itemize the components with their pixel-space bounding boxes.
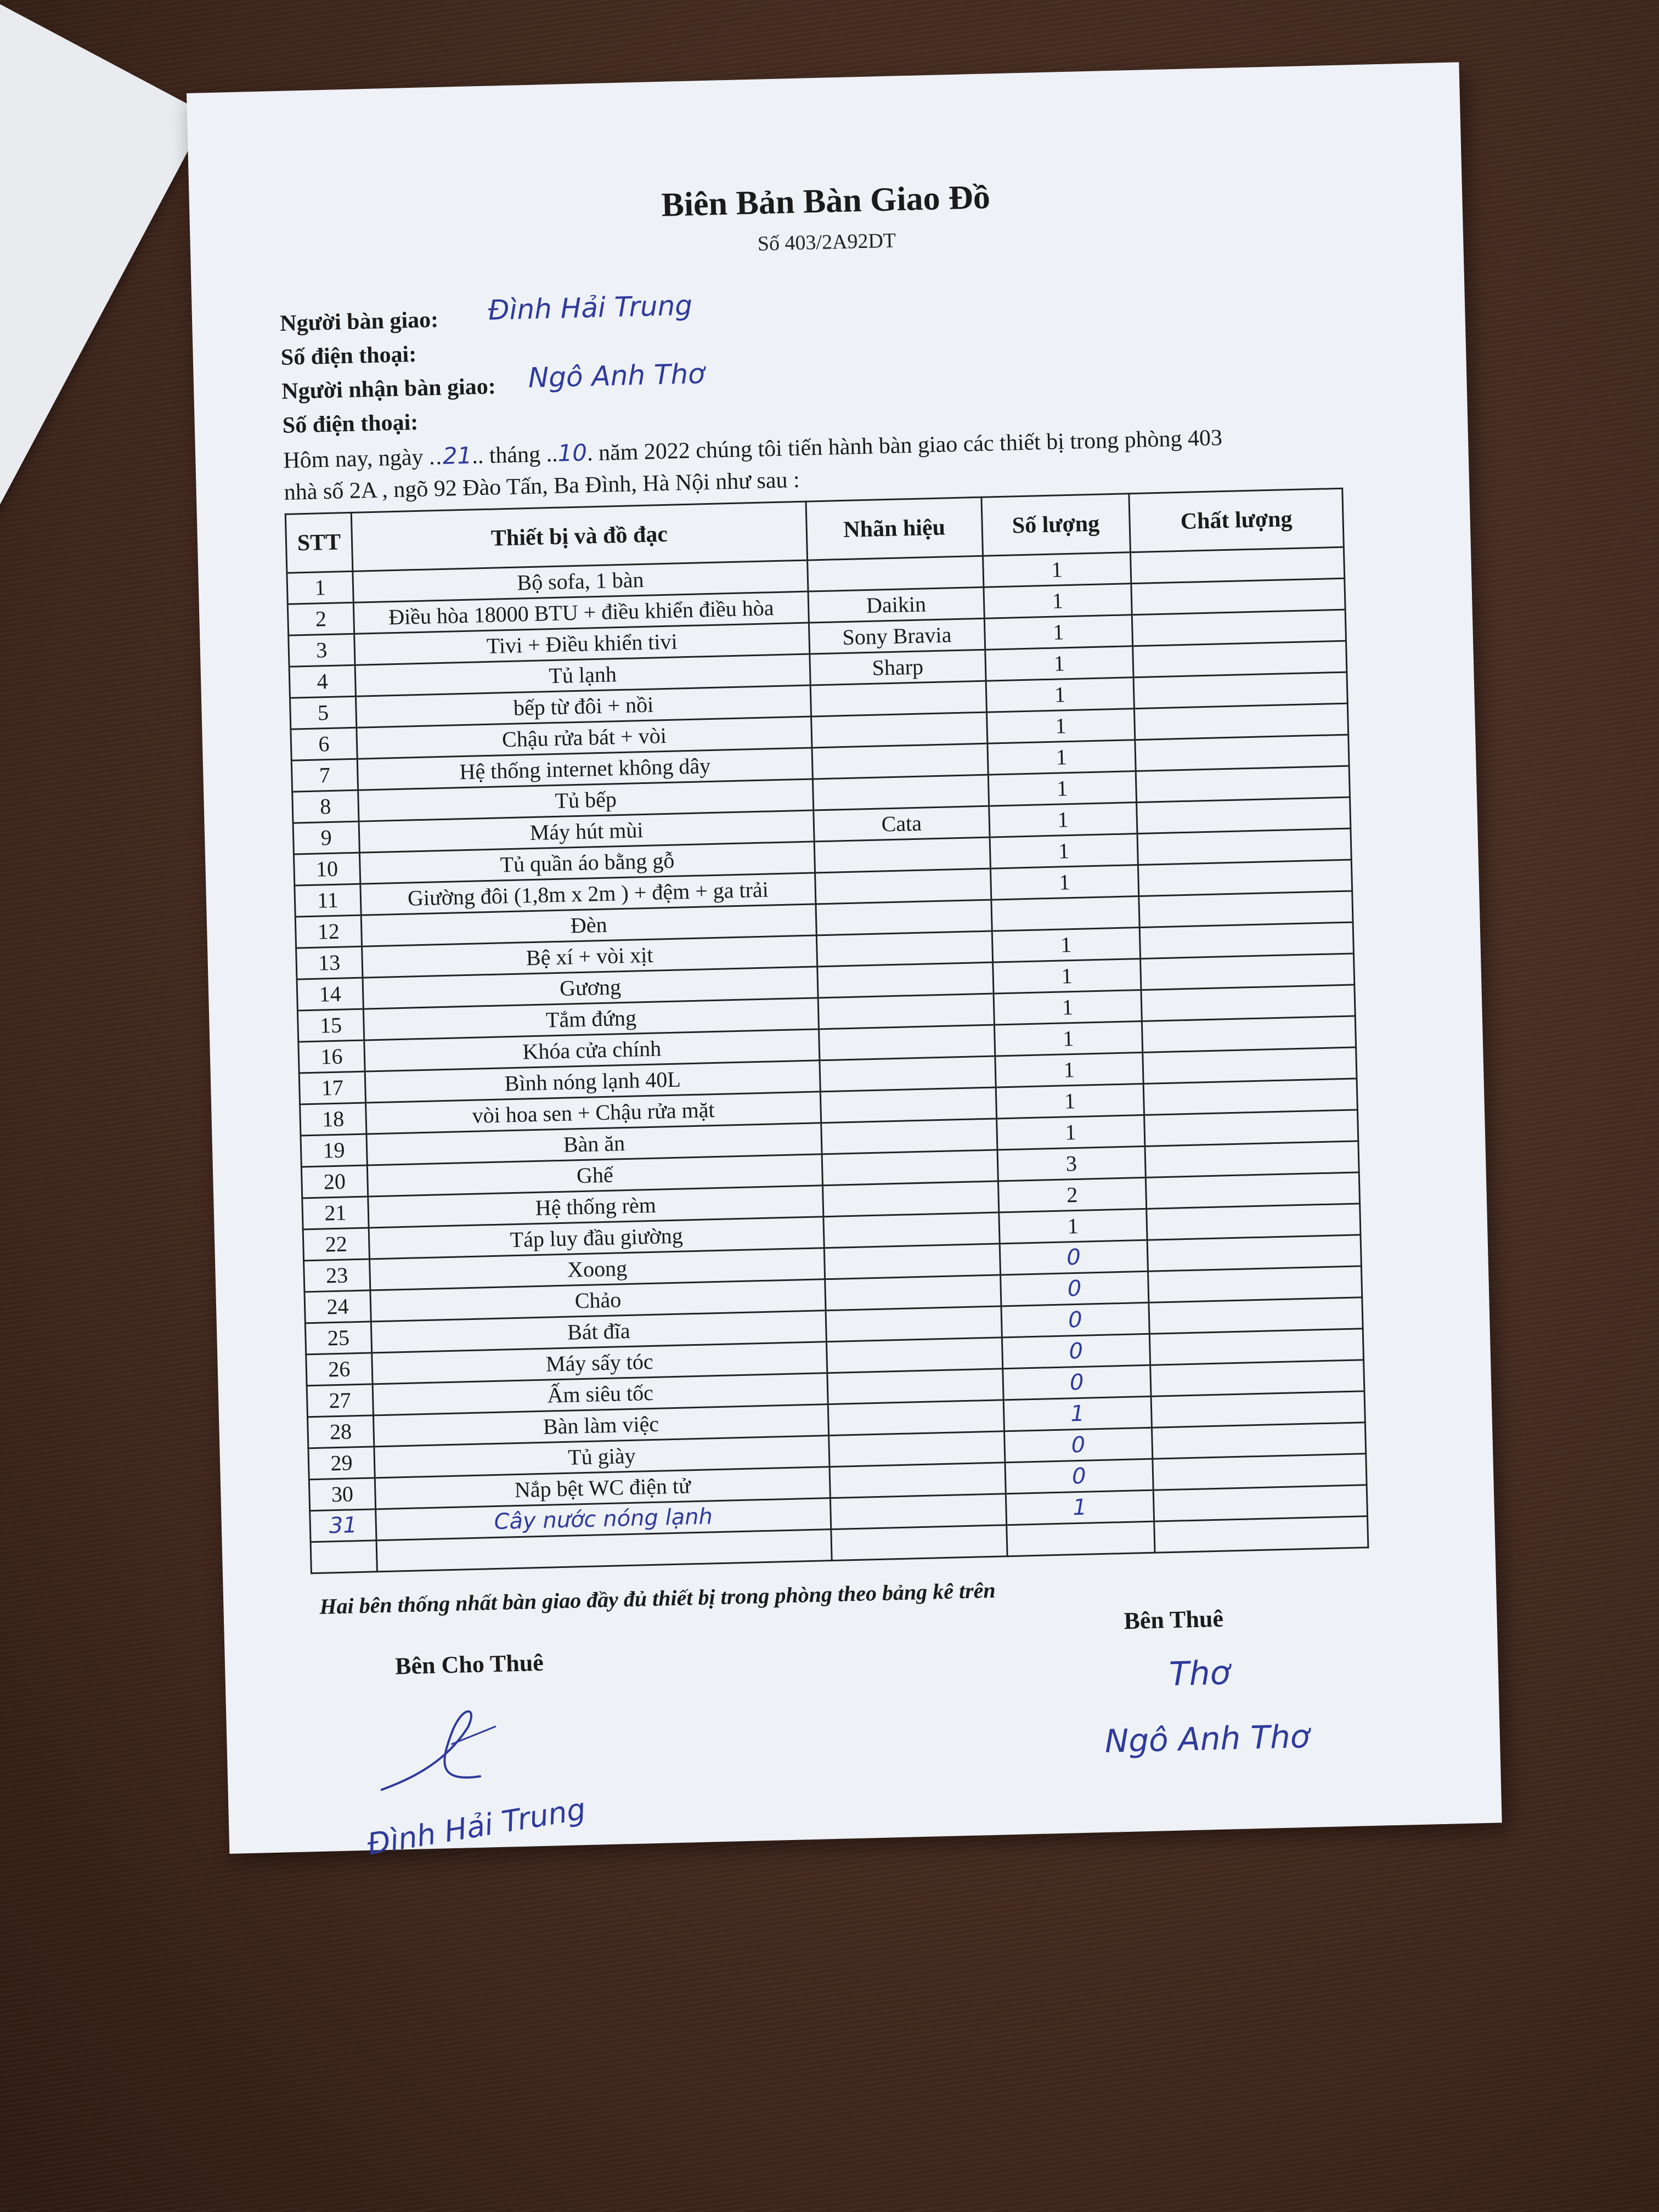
cell-brand: [817, 962, 994, 998]
cell-quantity: 1: [984, 615, 1133, 650]
cell-brand: [810, 681, 986, 716]
cell-quantity: 1: [990, 865, 1139, 900]
cell-stt: 25: [305, 1322, 371, 1355]
cell-brand: [820, 1056, 996, 1092]
cell-stt: 12: [295, 915, 362, 948]
cell-stt: 8: [292, 790, 359, 823]
cell-brand: [831, 1525, 1007, 1561]
lessor-label: Bên Cho Thuê: [394, 1649, 544, 1680]
cell-quantity: 1: [989, 803, 1137, 838]
cell-brand: [823, 1212, 1000, 1248]
cell-brand: Sony Bravia: [809, 618, 985, 654]
lessee-label: Bên Thuê: [1123, 1605, 1224, 1635]
cell-quality: [1153, 1454, 1367, 1490]
cell-item: vòi hoa sen + Chậu rửa mặt: [365, 1092, 821, 1134]
cell-quantity: 1: [994, 1021, 1143, 1056]
cell-stt: 7: [291, 759, 358, 792]
cell-item: Xoong: [369, 1248, 825, 1290]
intro-month: 10: [557, 439, 588, 467]
header-quality: Chất lượng: [1129, 488, 1344, 552]
cell-item: Nắp bệt WC điện tử: [375, 1467, 830, 1509]
intro-line-1: Hôm nay, ngày ..21.. tháng ..10. năm 2022 chúng tôi tiến hành bàn giao các thiết bị trong phòng 403: [283, 425, 1223, 473]
cell-quality: [1143, 1047, 1357, 1084]
cell-quality: [1139, 891, 1353, 927]
document-number: Số 403/2A92DT: [757, 229, 896, 256]
cell-item: Ghế: [367, 1154, 822, 1197]
cell-stt: 16: [298, 1040, 365, 1073]
cell-stt: 5: [290, 696, 356, 729]
cell-quantity: 1: [992, 928, 1141, 963]
cell-quality: [1151, 1391, 1365, 1427]
cell-stt: 21: [302, 1197, 369, 1229]
cell-stt: 11: [295, 884, 361, 917]
cell-item: Cây nước nóng lạnh: [376, 1498, 831, 1541]
cell-quality: [1148, 1266, 1362, 1302]
cell-quality: [1131, 578, 1345, 614]
cell-item: Đèn: [361, 904, 816, 946]
cell-quantity: 1: [990, 834, 1138, 869]
cell-brand: [812, 743, 988, 779]
cell-quantity: 1: [1003, 1396, 1152, 1431]
cell-item: Bát đĩa: [371, 1311, 826, 1353]
cell-quality: [1147, 1204, 1361, 1240]
cell-quantity: 1: [988, 771, 1137, 806]
cell-quality: [1146, 1172, 1359, 1209]
cell-quality: [1136, 766, 1350, 802]
cell-quantity: 1: [996, 1084, 1144, 1119]
cell-quality: [1149, 1297, 1363, 1334]
cell-stt: 3: [289, 634, 355, 667]
equipment-table: [285, 488, 1369, 1575]
header-item: Thiết bị và đồ đạc: [351, 501, 808, 571]
giver-phone-label: Số điện thoại:: [280, 341, 417, 370]
cell-stt: 23: [304, 1259, 370, 1292]
cell-quality: [1150, 1360, 1364, 1396]
lessee-signature-short: Thơ: [1169, 1654, 1231, 1694]
cell-quality: [1133, 641, 1347, 677]
cell-brand: [824, 1244, 1000, 1279]
cell-brand: [825, 1275, 1001, 1311]
receiver-phone-label: Số điện thoại:: [282, 409, 419, 438]
cell-brand: Daikin: [808, 587, 984, 623]
cell-item: Bàn làm việc: [373, 1404, 828, 1447]
cell-quantity: [1006, 1521, 1155, 1556]
cell-quality: [1137, 828, 1351, 865]
cell-quantity: 1: [987, 740, 1136, 775]
cell-stt: 4: [289, 665, 356, 698]
header-brand: Nhãn hiệu: [806, 497, 983, 560]
giver-label: Người bàn giao:: [279, 307, 439, 336]
intro-day: 21: [442, 442, 472, 470]
cell-quality: [1135, 735, 1349, 771]
cell-quality: [1153, 1485, 1367, 1521]
cell-quality: [1132, 610, 1346, 646]
lessor-signature-mark: [369, 1693, 514, 1806]
cell-item: Táp luy đầu giường: [369, 1217, 824, 1259]
cell-stt: 2: [287, 602, 354, 635]
cell-quantity: 1: [985, 646, 1133, 681]
intro-prefix: Hôm nay, ngày: [283, 444, 424, 473]
cell-stt: 28: [308, 1415, 374, 1448]
cell-quality: [1145, 1141, 1359, 1177]
cell-brand: [811, 712, 988, 748]
cell-item: Bàn ăn: [366, 1123, 822, 1165]
cell-item: bếp từ đôi + nồi: [356, 685, 811, 727]
intro-line-2: nhà số 2A , ngõ 92 Đào Tấn, Ba Đình, Hà Nội như sau :: [284, 467, 800, 505]
cell-brand: [831, 1494, 1007, 1530]
cell-stt: 22: [303, 1228, 369, 1261]
cell-stt: 31: [310, 1509, 376, 1542]
cell-quality: [1134, 703, 1348, 740]
handover-document: [187, 62, 1502, 1862]
cell-quality: [1141, 985, 1355, 1021]
cell-brand: [826, 1306, 1002, 1342]
cell-item: Máy hút mùi: [359, 810, 814, 853]
cell-quality: [1147, 1235, 1361, 1271]
header-stt: STT: [285, 512, 352, 573]
cell-quantity: 1: [995, 1052, 1143, 1087]
cell-brand: [828, 1400, 1004, 1436]
cell-item: Tủ giày: [374, 1436, 830, 1478]
cell-item: Gương: [363, 967, 818, 1009]
cell-quality: [1143, 1079, 1357, 1115]
cell-brand: [815, 868, 991, 904]
agreement-note: Hai bên thống nhất bàn giao đầy đủ thiết bị trong phòng theo bảng kê trên: [319, 1577, 996, 1619]
cell-brand: [816, 900, 992, 935]
cell-quality: [1154, 1516, 1368, 1553]
cell-brand: [814, 837, 990, 873]
receiver-label: Người nhận bàn giao:: [281, 374, 496, 404]
cell-item: Bộ sofa, 1 bàn: [353, 560, 808, 602]
cell-quantity: 3: [997, 1146, 1146, 1181]
cell-item: Tivi + Điều khiển tivi: [354, 623, 810, 665]
lessee-signature-name: Ngô Anh Thơ: [1104, 1717, 1311, 1760]
cell-quantity: 1: [998, 1209, 1147, 1244]
cell-stt: 1: [287, 571, 353, 604]
cell-item: Tủ bếp: [358, 779, 813, 821]
cell-brand: [820, 1087, 996, 1123]
cell-quality: [1149, 1329, 1363, 1365]
cell-stt: 18: [300, 1103, 366, 1136]
giver-name-handwritten: Đình Hải Trung: [488, 289, 693, 326]
cell-item: Chậu rửa bát + vòi: [357, 716, 812, 759]
cell-stt: 29: [308, 1447, 375, 1480]
cell-stt: 10: [294, 853, 360, 885]
cell-quantity: 1: [986, 678, 1135, 713]
document-title: Biên Bản Bàn Giao Đồ: [661, 178, 991, 224]
cell-brand: [822, 1150, 998, 1186]
cell-item: Bệ xí + vòi xịt: [362, 935, 817, 978]
cell-quality: [1141, 953, 1355, 990]
cell-quality: [1152, 1423, 1365, 1459]
cell-brand: Sharp: [810, 650, 986, 685]
cell-brand: [818, 994, 994, 1029]
cell-quality: [1138, 860, 1352, 896]
cell-quality: [1130, 547, 1344, 583]
cell-quantity: 0: [1000, 1240, 1148, 1275]
cell-stt: 24: [304, 1290, 371, 1323]
cell-stt: 15: [297, 1009, 364, 1042]
cell-stt: 13: [296, 946, 363, 979]
cell-item: Chảo: [370, 1279, 826, 1322]
cell-brand: [830, 1463, 1006, 1498]
cell-brand: [827, 1338, 1003, 1373]
cell-item: Điều hòa 18000 BTU + điều khiển điều hòa: [353, 591, 809, 634]
header-quantity: Số lượng: [981, 494, 1130, 556]
cell-item: Hệ thống rèm: [368, 1186, 823, 1228]
cell-item: Máy sấy tóc: [372, 1342, 827, 1384]
cell-stt: 6: [291, 727, 357, 760]
cell-stt: 19: [301, 1134, 367, 1167]
cell-quantity: 1: [983, 552, 1131, 588]
cell-brand: [829, 1431, 1005, 1467]
cell-quantity: 0: [1001, 1302, 1150, 1338]
cell-item: Hệ thống internet không dây: [357, 748, 812, 790]
cell-stt: 14: [297, 978, 363, 1011]
cell-quantity: 1: [992, 958, 1141, 994]
cell-item: Bình nóng lạnh 40L: [365, 1060, 820, 1103]
cell-quantity: 0: [1005, 1459, 1153, 1494]
cell-stt: 20: [301, 1165, 368, 1198]
cell-stt: 9: [293, 821, 359, 854]
cell-quantity: 1: [986, 709, 1135, 744]
cell-quantity: 0: [1002, 1334, 1150, 1369]
cell-brand: [819, 1025, 995, 1060]
cell-stt: 30: [309, 1478, 375, 1511]
cell-quality: [1139, 922, 1353, 958]
cell-item: Khóa cửa chính: [364, 1029, 820, 1071]
cell-brand: [817, 931, 993, 967]
cell-quantity: 1: [983, 584, 1132, 619]
cell-stt: 26: [306, 1353, 373, 1386]
cell-brand: [827, 1369, 1003, 1404]
cell-quantity: 1: [996, 1115, 1145, 1150]
cell-quality: [1142, 1016, 1356, 1052]
cell-quantity: 0: [1000, 1271, 1149, 1306]
cell-quantity: 2: [998, 1177, 1147, 1212]
cell-quantity: 1: [994, 990, 1142, 1025]
cell-stt: 27: [307, 1384, 373, 1417]
intro-suffix: năm 2022 chúng tôi tiến hành bàn giao các thiết bị trong phòng 403: [598, 425, 1223, 466]
cell-brand: Cata: [814, 806, 990, 842]
cell-item: Tủ lạnh: [355, 654, 810, 696]
cell-item: Giường đôi (1,8m x 2m ) + đệm + ga trải: [360, 873, 816, 915]
cell-item: Ấm siêu tốc: [373, 1373, 828, 1415]
cell-item: Tắm đứng: [363, 998, 819, 1040]
cell-brand: [813, 775, 989, 810]
cell-brand: [823, 1181, 999, 1217]
lessor-signature-name: Đình Hải Trung: [364, 1791, 588, 1862]
cell-stt: [311, 1541, 377, 1573]
cell-quantity: [991, 896, 1139, 932]
background-paper-sheet: [0, 0, 207, 531]
cell-quantity: 0: [1002, 1365, 1151, 1400]
cell-quality: [1133, 672, 1347, 708]
cell-brand: [808, 556, 984, 591]
cell-quantity: 1: [1006, 1490, 1154, 1525]
cell-brand: [821, 1119, 997, 1154]
cell-quality: [1137, 797, 1351, 833]
cell-quantity: 0: [1004, 1427, 1153, 1463]
cell-quality: [1144, 1110, 1358, 1146]
cell-stt: 17: [299, 1071, 365, 1104]
intro-month-label: tháng: [489, 442, 541, 469]
cell-item: Tủ quần áo bằng gỗ: [359, 842, 815, 884]
receiver-name-handwritten: Ngô Anh Thơ: [528, 358, 706, 394]
